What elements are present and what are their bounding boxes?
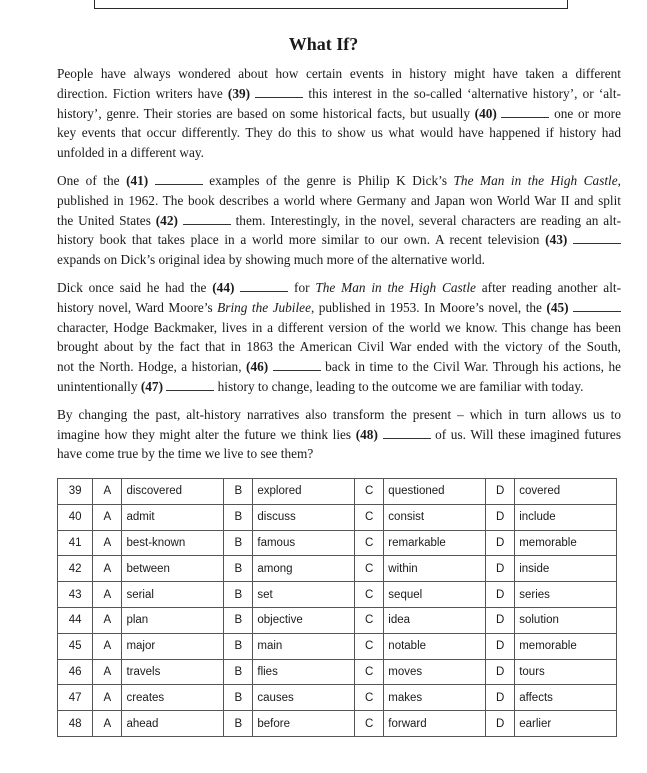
option-letter-a: A (93, 556, 122, 582)
book-title: Bring the Jubilee (217, 299, 311, 315)
text: history book that takes place in a world more similar to our own. A recent television (57, 232, 546, 248)
option-row (58, 556, 617, 582)
text-line: By changing the past, alt-history narratives also transform the present – which in turn allows us to (57, 406, 621, 422)
option-letter-d: D (486, 659, 515, 685)
option-letter-c: C (355, 607, 384, 633)
text: of us. Will these imagined futures (430, 426, 621, 442)
option-row (58, 659, 617, 685)
text: history novel, Ward Moore’s (57, 299, 218, 315)
option-d-answer[interactable]: inside (515, 556, 617, 582)
text-line (57, 230, 621, 250)
text-line (57, 357, 621, 377)
option-letter-b: B (224, 607, 253, 633)
option-letter-b: B (224, 504, 253, 530)
option-letter-a: A (93, 633, 122, 659)
option-letter-a: A (93, 504, 122, 530)
question-number: 39 (58, 479, 93, 505)
options-table (57, 478, 617, 737)
text: examples of the genre is Philip K Dick’s (202, 172, 454, 188)
option-row (58, 530, 617, 556)
gap-number: (45) (546, 299, 569, 315)
text: , published in 1953. In Moore’s novel, the (310, 299, 547, 315)
option-letter-b: B (224, 711, 253, 737)
option-letter-d: D (486, 711, 515, 737)
gap-number: (43) (545, 232, 568, 248)
option-a-answer[interactable]: plan (122, 607, 224, 633)
book-title: The Man in the High Castle (453, 172, 618, 188)
previous-section-box (94, 0, 568, 9)
option-a-answer[interactable]: best-known (122, 530, 224, 556)
gap-45-blank[interactable] (573, 301, 621, 312)
option-row (58, 607, 617, 633)
option-letter-c: C (355, 530, 384, 556)
option-d-answer[interactable]: solution (515, 607, 617, 633)
option-a-answer[interactable]: travels (122, 659, 224, 685)
option-letter-a: A (93, 479, 122, 505)
option-b-answer[interactable]: causes (253, 685, 355, 711)
option-letter-a: A (93, 530, 122, 556)
option-letter-c: C (355, 659, 384, 685)
text-line: expands on Dick’s original idea by showing much more of the alternative world. (57, 252, 485, 268)
option-b-answer[interactable]: main (253, 633, 355, 659)
text: back in time to the Civil War. Through his actions, he (320, 359, 621, 375)
page-title: What If? (288, 34, 359, 54)
gap-48-blank[interactable] (383, 428, 431, 439)
text-line (57, 278, 621, 298)
gap-44-blank[interactable] (240, 281, 288, 292)
text: after reading another alt- (475, 279, 622, 295)
book-title: The Man in the High Castle (315, 279, 476, 295)
option-letter-c: C (355, 633, 384, 659)
option-a-answer[interactable]: ahead (122, 711, 224, 737)
gap-number: (47) (140, 378, 163, 394)
option-c-answer[interactable]: remarkable (384, 530, 486, 556)
text-line (57, 425, 621, 445)
text: direction. Fiction writers have (57, 85, 228, 101)
option-c-answer[interactable]: questioned (384, 479, 486, 505)
option-letter-b: B (224, 530, 253, 556)
option-b-answer[interactable]: objective (253, 607, 355, 633)
text-line: unfolded in a different way. (57, 145, 204, 161)
question-number: 47 (58, 685, 93, 711)
gap-number: (48) (355, 426, 378, 442)
gap-number: (44) (212, 279, 235, 295)
text-line: brought about by the fact that in 1863 the American Civil War ended with the victory of the South, (57, 339, 621, 355)
article-text (57, 64, 621, 472)
option-d-answer[interactable]: memorable (515, 633, 617, 659)
option-letter-c: C (355, 582, 384, 608)
text-line: published in 1962. The book describes a world where Germany and Japan won World War II and split (57, 192, 621, 208)
question-number: 43 (58, 582, 93, 608)
option-c-answer[interactable]: consist (384, 504, 486, 530)
text-line: character, Hodge Backmaker, lives in a different version of the world we know. This change has been (57, 319, 621, 335)
paragraph-1 (57, 64, 621, 163)
text: Dick once said he had the (57, 279, 213, 295)
option-d-answer[interactable]: series (515, 582, 617, 608)
text: this interest in the so-called ‘alternative history’, or ‘alt- (303, 85, 621, 101)
text-line (57, 211, 621, 231)
question-number: 45 (58, 633, 93, 659)
text-line: have come true by the time we live to see them? (57, 446, 314, 462)
gap-43-blank[interactable] (573, 233, 621, 244)
option-d-answer[interactable]: tours (515, 659, 617, 685)
option-letter-a: A (93, 711, 122, 737)
option-c-answer[interactable]: idea (384, 607, 486, 633)
option-letter-d: D (486, 685, 515, 711)
paragraph-4 (57, 405, 621, 464)
option-row (58, 582, 617, 608)
text: the United States (57, 212, 156, 228)
option-letter-b: B (224, 659, 253, 685)
text-line (57, 84, 621, 104)
text-line: key events that occur differently. They do this to show us what would have happened if history had (57, 125, 621, 141)
option-d-answer[interactable]: earlier (515, 711, 617, 737)
text: One of the (57, 172, 127, 188)
option-letter-b: B (224, 479, 253, 505)
question-number: 41 (58, 530, 93, 556)
text: for (288, 279, 316, 295)
option-d-answer[interactable]: covered (515, 479, 617, 505)
gap-40-blank[interactable] (501, 107, 549, 118)
option-letter-d: D (486, 530, 515, 556)
question-number: 44 (58, 607, 93, 633)
option-letter-d: D (486, 479, 515, 505)
option-letter-a: A (93, 659, 122, 685)
option-letter-d: D (486, 556, 515, 582)
option-b-answer[interactable]: famous (253, 530, 355, 556)
option-row (58, 479, 617, 505)
text: history’, genre. Their stories are based on some historical facts, but usually (57, 105, 475, 121)
option-letter-c: C (355, 685, 384, 711)
option-letter-a: A (93, 685, 122, 711)
option-c-answer[interactable]: moves (384, 659, 486, 685)
text: unintentionally (57, 378, 141, 394)
question-number: 42 (58, 556, 93, 582)
option-row (58, 504, 617, 530)
gap-46-blank[interactable] (273, 360, 321, 371)
option-letter-b: B (224, 556, 253, 582)
text: them. Interestingly, in the novel, several characters are reading an alt- (230, 212, 622, 228)
gap-number: (46) (246, 359, 269, 375)
option-row (58, 711, 617, 737)
option-letter-c: C (355, 504, 384, 530)
text-line (57, 171, 621, 191)
option-b-answer[interactable]: before (253, 711, 355, 737)
option-a-answer[interactable]: admit (122, 504, 224, 530)
option-d-answer[interactable]: affects (515, 685, 617, 711)
option-d-answer[interactable]: memorable (515, 530, 617, 556)
gap-number: (40) (474, 105, 497, 121)
gap-41-blank[interactable] (155, 174, 203, 185)
option-a-answer[interactable]: creates (122, 685, 224, 711)
text: one or more (549, 105, 621, 121)
text: not the North. Hodge, a historian, (57, 359, 247, 375)
option-c-answer[interactable]: forward (384, 711, 486, 737)
option-letter-c: C (355, 479, 384, 505)
option-b-answer[interactable]: explored (253, 479, 355, 505)
option-letter-a: A (93, 582, 122, 608)
question-number: 40 (58, 504, 93, 530)
option-a-answer[interactable]: major (122, 633, 224, 659)
option-c-answer[interactable]: sequel (384, 582, 486, 608)
gap-39-blank[interactable] (255, 87, 303, 98)
option-b-answer[interactable]: among (253, 556, 355, 582)
text: , (617, 172, 621, 188)
option-b-answer[interactable]: flies (253, 659, 355, 685)
text: history to change, leading to the outcome we are familiar with today. (214, 378, 584, 394)
paragraph-3 (57, 278, 621, 397)
option-letter-d: D (486, 582, 515, 608)
text-line (57, 377, 621, 397)
option-a-answer[interactable]: between (122, 556, 224, 582)
text: imagine how they might alter the future we think lies (57, 426, 356, 442)
option-row (58, 633, 617, 659)
option-letter-c: C (355, 711, 384, 737)
gap-47-blank[interactable] (166, 380, 214, 391)
gap-number: (42) (155, 212, 178, 228)
option-letter-d: D (486, 633, 515, 659)
text-line (57, 298, 621, 318)
option-a-answer[interactable]: serial (122, 582, 224, 608)
option-letter-a: A (93, 607, 122, 633)
option-letter-b: B (224, 685, 253, 711)
question-number: 46 (58, 659, 93, 685)
gap-number: (41) (126, 172, 149, 188)
option-letter-c: C (355, 556, 384, 582)
text-line: People have always wondered about how certain events in history might have taken a different (57, 66, 621, 81)
option-letter-d: D (486, 504, 515, 530)
text-line (57, 104, 621, 124)
option-c-answer[interactable]: makes (384, 685, 486, 711)
option-a-answer[interactable]: discovered (122, 479, 224, 505)
paragraph-2 (57, 171, 621, 270)
question-number: 48 (58, 711, 93, 737)
gap-42-blank[interactable] (183, 214, 231, 225)
option-letter-d: D (486, 607, 515, 633)
option-c-answer[interactable]: notable (384, 633, 486, 659)
option-d-answer[interactable]: include (515, 504, 617, 530)
gap-number: (39) (227, 85, 251, 101)
option-b-answer[interactable]: discuss (253, 504, 355, 530)
option-letter-b: B (224, 633, 253, 659)
option-c-answer[interactable]: within (384, 556, 486, 582)
option-b-answer[interactable]: set (253, 582, 355, 608)
option-row (58, 685, 617, 711)
option-letter-b: B (224, 582, 253, 608)
